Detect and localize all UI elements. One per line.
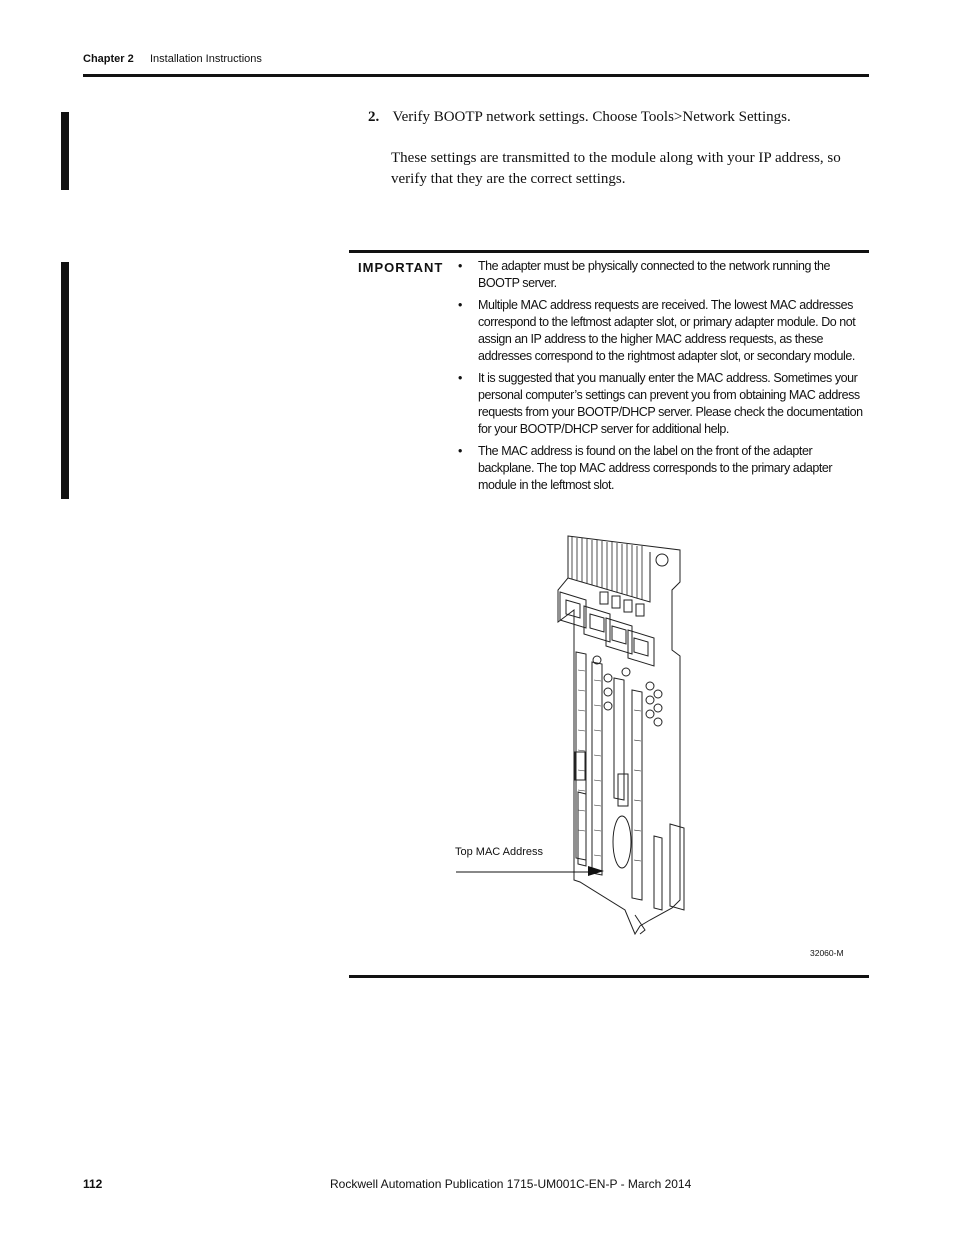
- list-item: [456, 258, 870, 292]
- list-item: [456, 443, 870, 494]
- bullet-icon: •: [458, 371, 462, 385]
- chapter-label: Chapter 2: [83, 53, 134, 65]
- bullet-icon: •: [458, 259, 462, 273]
- header-rule: [83, 74, 869, 77]
- adapter-backplane-figure: [440, 530, 860, 960]
- section-title: Installation Instructions: [150, 53, 262, 65]
- bullet-icon: •: [458, 444, 462, 458]
- important-bullet-list: [456, 258, 870, 499]
- important-top-rule: [349, 250, 869, 253]
- change-bar: [61, 262, 69, 499]
- bullet-text: The MAC address is found on the label on the front of the adapter backplane. The top MAC address corresponds to the primary adapter module in the leftmost slot.: [478, 444, 833, 492]
- step-2: [368, 107, 868, 128]
- important-label: IMPORTANT: [358, 260, 444, 275]
- step-number: 2.: [368, 109, 380, 125]
- step-body: These settings are transmitted to the module along with your IP address, so verify that they are the correct settings.: [391, 150, 841, 187]
- bullet-text: The adapter must be physically connected to the network running the BOOTP server.: [478, 259, 831, 290]
- bullet-text: It is suggested that you manually enter the MAC address. Sometimes your personal computer’s settings can prevent you from obtaining MAC address requests from your BOOTP/DHCP server. Please check the documentation for your BOOTP/DHCP server for additional help.: [478, 371, 863, 436]
- callout-label: Top MAC Address: [455, 846, 544, 858]
- step-text: Verify BOOTP network settings. Choose Tools>Network Settings.: [392, 109, 791, 125]
- backplane-illustration: [440, 530, 860, 960]
- important-bottom-rule: [349, 975, 869, 978]
- figure-id: 32060-M: [810, 948, 844, 958]
- list-item: [456, 297, 870, 365]
- change-bar: [61, 112, 69, 190]
- list-item: [456, 370, 870, 438]
- page-number: 112: [83, 1177, 103, 1191]
- publication-info: Rockwell Automation Publication 1715-UM001C-EN-P - March 2014: [330, 1177, 692, 1191]
- bullet-text: Multiple MAC address requests are received. The lowest MAC addresses correspond to the leftmost adapter slot, or primary adapter module. Do not assign an IP address to the higher MAC address requests, as these addresses correspond to the rightmost adapter slot, or secondary module.: [478, 298, 856, 363]
- bullet-icon: •: [458, 298, 462, 312]
